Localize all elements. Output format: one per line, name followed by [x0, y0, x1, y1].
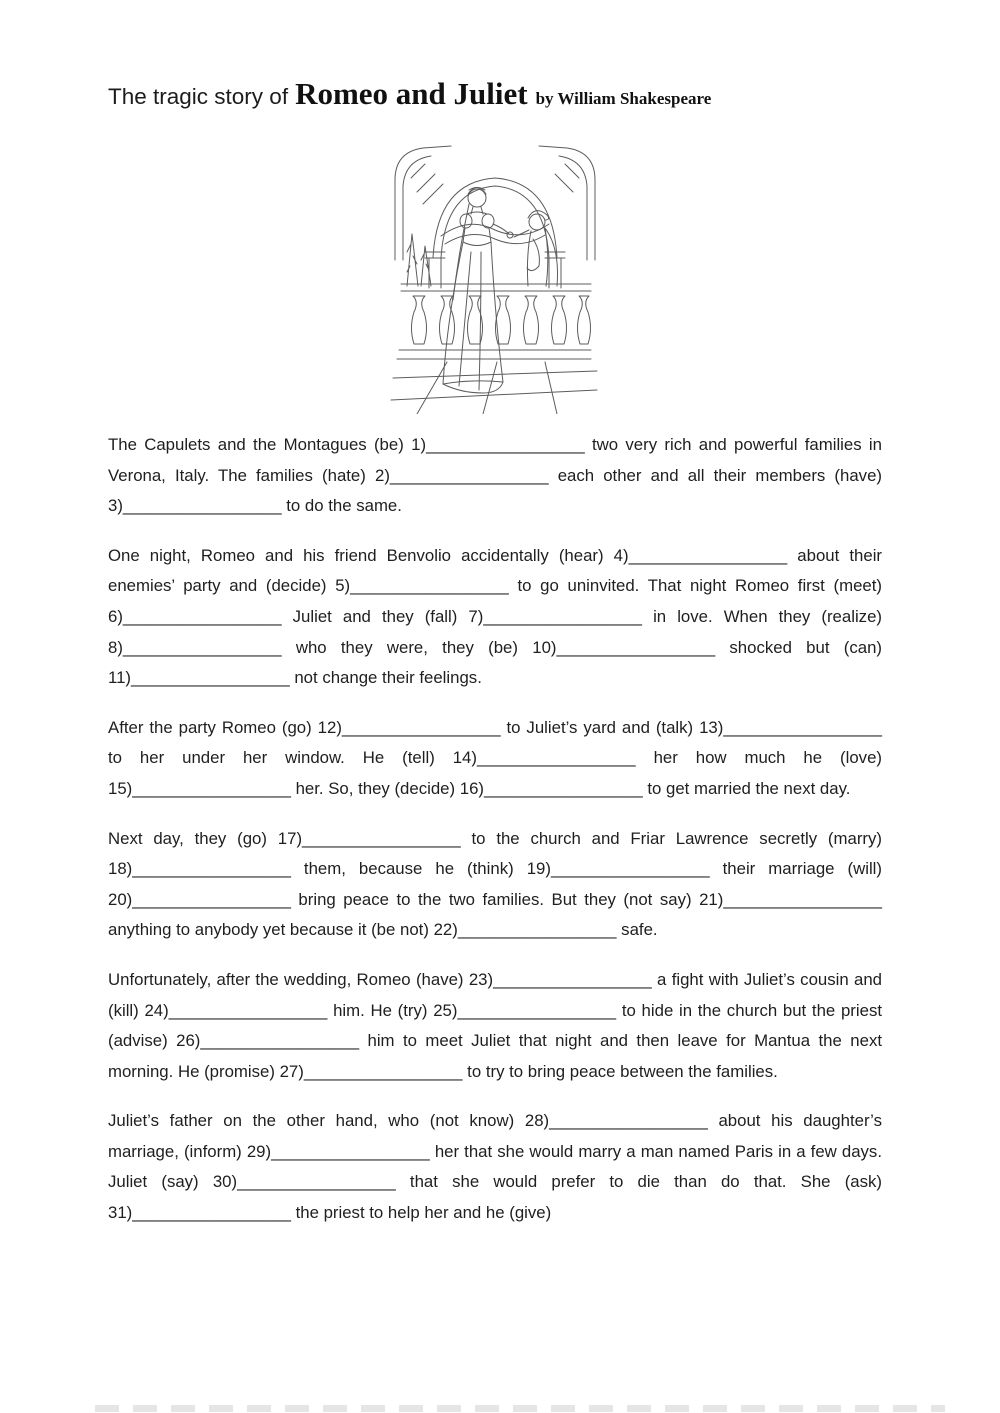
balcony-line-art-drawing	[389, 138, 601, 414]
text-run: One night, Romeo and his friend Benvolio accidentally (hear)	[108, 545, 614, 565]
blank-field-30[interactable]: 30)_________________	[212, 1172, 396, 1192]
text-run: Juliet’s father on the other hand, who (not know)	[108, 1111, 525, 1131]
blank-field-4[interactable]: 4)_________________	[613, 545, 788, 565]
title-main: Romeo and Juliet	[295, 76, 528, 111]
blank-field-8[interactable]: 8)_________________	[108, 637, 282, 657]
text-run: to try to bring peace between the families.	[462, 1061, 778, 1081]
text-run: to the church and Friar Lawrence secretly (marry)	[460, 828, 882, 848]
text-run: Juliet and they (fall)	[281, 606, 469, 626]
text-run: that she would prefer to die than do that. She (ask)	[395, 1172, 882, 1192]
text-run: to hide in the church but the priest (advise)	[108, 1000, 882, 1051]
text-run: Next day, they (go)	[108, 828, 278, 848]
text-run: bring peace to the two families. But they (not say)	[290, 889, 700, 909]
blank-field-31[interactable]: 31)_________________	[108, 1203, 291, 1223]
text-run: to her under her window. He (tell)	[108, 748, 453, 768]
text-run: in love. When they (realize)	[642, 606, 882, 626]
text-run: The Capulets and the Montagues (be)	[108, 435, 412, 454]
text-run: to get married the next day.	[642, 778, 851, 798]
text-run: a fight with Juliet’s cousin and (kill)	[108, 969, 882, 1020]
title-prefix: The tragic story of	[108, 84, 289, 109]
text-run: them, because he (think)	[290, 859, 527, 879]
text-run: safe.	[616, 920, 658, 940]
blank-field-27[interactable]: 27)_________________	[279, 1061, 463, 1081]
text-run: him to meet Juliet that night and then leave for Mantua the next morning. He (promise)	[108, 1031, 882, 1081]
text-run: about his daughter’s marriage, (inform)	[108, 1111, 882, 1161]
blank-field-16[interactable]: 16)_________________	[459, 778, 643, 798]
balcony-illustration	[389, 138, 601, 414]
blank-field-23[interactable]: 23)_________________	[468, 969, 652, 989]
blank-field-25[interactable]: 25)_________________	[433, 1000, 617, 1020]
blank-field-29[interactable]: 29)_________________	[246, 1141, 430, 1161]
blank-field-15[interactable]: 15)_________________	[108, 778, 291, 798]
text-run: about their enemies’ party and (decide)	[108, 545, 883, 596]
blank-field-12[interactable]: 12)_________________	[317, 717, 501, 737]
blank-field-26[interactable]: 26)_________________	[176, 1031, 360, 1051]
text-run: not change their feelings.	[289, 668, 482, 688]
paragraph-1	[108, 430, 882, 522]
blank-field-11[interactable]: 11)_________________	[108, 668, 290, 688]
blank-field-10[interactable]: 10)_________________	[532, 637, 716, 657]
cropped-text-remnant	[95, 1405, 945, 1412]
text-run: the priest to help her and he (give)	[290, 1203, 552, 1223]
paragraph-5	[108, 965, 882, 1087]
text-run: her that she would marry a man named Paris in a few days. Juliet (say)	[108, 1141, 882, 1192]
blank-field-3[interactable]: 3)_________________	[108, 496, 282, 516]
text-run: her. So, they (decide)	[290, 778, 460, 798]
blank-field-28[interactable]: 28)_________________	[524, 1111, 708, 1131]
text-run: to go uninvited. That night Romeo first (meet)	[508, 576, 882, 596]
blank-field-2[interactable]: 2)_________________	[374, 465, 549, 485]
blank-field-6[interactable]: 6)_________________	[108, 606, 282, 626]
title-byline: by William Shakespeare	[535, 89, 712, 108]
page-title	[108, 72, 882, 120]
blank-field-22[interactable]: 22)_________________	[433, 920, 617, 940]
worksheet-body	[108, 430, 882, 1229]
paragraph-4	[108, 824, 882, 946]
text-run: who they were, they (be)	[281, 637, 533, 657]
text-run: each other and all their members (have)	[548, 465, 882, 485]
blank-field-18[interactable]: 18)_________________	[108, 859, 291, 879]
blank-field-17[interactable]: 17)_________________	[277, 828, 461, 848]
text-run: her how much he (love)	[635, 748, 882, 768]
blank-field-21[interactable]: 21)_________________	[699, 889, 882, 909]
text-run: their marriage (will)	[709, 859, 882, 879]
paragraph-3	[108, 713, 882, 805]
text-run: anything to anybody yet because it (be not)	[108, 920, 434, 940]
text-run: shocked but (can)	[715, 637, 882, 657]
blank-field-13[interactable]: 13)_________________	[699, 717, 882, 737]
text-run: After the party Romeo (go)	[108, 717, 318, 737]
blank-field-1[interactable]: 1)_________________	[411, 435, 585, 454]
paragraph-2	[108, 541, 882, 694]
blank-field-20[interactable]: 20)_________________	[108, 889, 291, 909]
paragraph-6	[108, 1106, 882, 1228]
blank-field-19[interactable]: 19)_________________	[526, 859, 710, 879]
text-run: him. He (try)	[327, 1000, 434, 1020]
text-run: Unfortunately, after the wedding, Romeo (have)	[108, 969, 469, 989]
text-run: to do the same.	[281, 496, 402, 516]
blank-field-14[interactable]: 14)_________________	[452, 748, 636, 768]
text-run: to Juliet’s yard and (talk)	[500, 717, 700, 737]
blank-field-7[interactable]: 7)_________________	[468, 606, 643, 626]
blank-field-5[interactable]: 5)_________________	[335, 576, 509, 596]
text-run: two very rich and powerful families in Verona, Italy. The families (hate)	[108, 435, 882, 485]
blank-field-24[interactable]: 24)_________________	[144, 1000, 328, 1020]
